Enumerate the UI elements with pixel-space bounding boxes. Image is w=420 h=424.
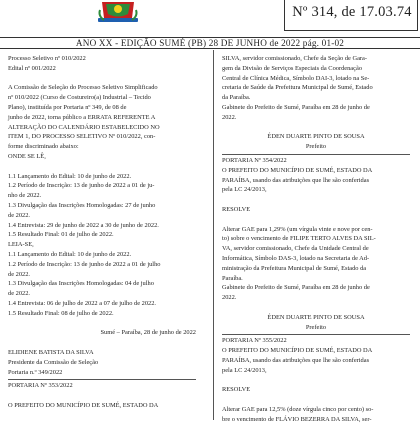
text-line: Gabinete do Prefeito de Sumé, Paraíba em 28 de junho de (222, 103, 370, 111)
text-line: ALTERAÇÃO DO CALENDÁRIO ESTABELECIDO NO (8, 123, 160, 131)
text-line: nho de 2022. (8, 192, 42, 200)
text-line: Prefeito (305, 323, 327, 331)
text-line: Plano), instituída por Portaria nº 349, de 08 de (8, 103, 127, 111)
text-line: PARAÍBA, usando das atribuições que lhe são conferidas (222, 176, 370, 184)
text-line: Alterar GAE para 1,29% (um vírgula vinte e nove por cen- (222, 225, 373, 233)
law-number-box (284, 0, 418, 31)
text-line: 2022. (222, 113, 237, 121)
text-line: pela LC 24/2013, (222, 186, 267, 194)
text-line: Processo Seletivo nº 010/2022 (8, 55, 86, 62)
text-line: SILVA, servidor comissionado, Chefe da Seção de Gara- (222, 55, 367, 62)
section-divider (222, 154, 410, 155)
text-line: 1.4 Entrevista: 29 de junho de 2022 a 30 de junho de 2022. (8, 221, 159, 229)
text-line: Portaria n.º 349/2022 (8, 368, 63, 376)
text-line: LEIA-SE, (8, 241, 34, 249)
text-line: RESOLVE (222, 205, 251, 213)
law-number: Nº 314, de 17.03.74 (292, 4, 412, 20)
section-divider (222, 334, 410, 335)
text-line: ÉDEN DUARTE PINTO DE SOUSA (267, 313, 365, 321)
text-line: cretaria de Saúde da Prefeitura Municipal de Sumé, Estado (222, 84, 373, 92)
text-line: Alterar GAE para 12,5% (doze vírgula cinco por cento) so- (222, 405, 374, 413)
text-line: 1.2 Período de Inscrição: 13 de junho de 2022 a 01 de ju- (8, 182, 155, 190)
right-column (222, 54, 410, 424)
text-line: 1.1 Lançamento do Edital: 10 de junho de 2022. (8, 250, 132, 258)
text-line: Central de Clínica Médica, Símbolo DAI-3, lotado na Se- (222, 74, 370, 82)
text-line: ELIDIENE BATISTA DA SILVA (8, 348, 94, 356)
text-line (222, 123, 410, 133)
text-line (8, 338, 196, 348)
text-line: 2022. (222, 294, 237, 302)
text-line: junho de 2022, torna público a ERRATA REFERENTE A (8, 113, 156, 121)
text-line (222, 303, 410, 313)
text-line: A Comissão de Seleção do Processo Seletivo Simplificado (8, 84, 158, 92)
text-line: O PREFEITO DO MUNICÍPIO DE SUMÉ, ESTADO DA (222, 166, 373, 174)
text-line: PORTARIA Nº 353/2022 (8, 382, 73, 390)
text-line: PORTARIA Nº 355/2022 (222, 337, 287, 345)
text-line: nº 010/2022 (Curso de Costureiro(a) Industrial – Tecido (8, 94, 151, 102)
text-line: 1.1 Lançamento do Edital: 10 de junho de 2022. (8, 172, 132, 180)
section-divider (8, 379, 196, 380)
text-line: 1.4 Entrevista: 06 de julho de 2022 a 07 de julho de 2022. (8, 299, 157, 307)
text-line: de 2022. (8, 211, 31, 219)
text-line: Paraíba. (222, 274, 243, 282)
text-line: Gabinete do Prefeito de Sumé, Paraíba em 28 de junho de (222, 284, 370, 292)
text-line: pela LC 24/2013, (222, 366, 267, 374)
text-line: ONDE SE LÊ, (8, 152, 46, 160)
text-line: Sumé – Paraíba, 28 de junho de 2022 (100, 329, 196, 337)
text-line: forme discriminado abaixo: (8, 143, 79, 151)
text-line (222, 195, 410, 205)
text-line: PORTARIA Nº 354/2022 (222, 156, 287, 164)
text-line: Presidente da Comissão de Seleção (8, 358, 99, 366)
text-line (222, 395, 410, 405)
text-line: Edital nº 001/2022 (8, 64, 56, 72)
text-line: ministração da Prefeitura Municipal de Sumé, Estado da (222, 264, 367, 272)
text-line: ITEM 1, DO PROCESSO SELETIVO Nº 010/2022, con- (8, 133, 156, 141)
text-line (8, 391, 196, 401)
text-line (222, 215, 410, 225)
municipal-coat-of-arms-logo (96, 0, 140, 24)
text-line: Informática, Símbolo DAS-3, lotado na Secretaria de Ad- (222, 254, 370, 262)
text-line: O PREFEITO DO MUNICÍPIO DE SUMÉ, ESTADO DA (222, 347, 373, 355)
text-line (8, 319, 196, 329)
text-line: O PREFEITO DO MUNICÍPIO DE SUMÉ, ESTADO DA (8, 401, 159, 409)
text-line (222, 376, 410, 386)
column-divider (213, 50, 214, 420)
text-line: bre o vencimento de FLÁVIO BEZERRA DA SILVA, ser- (222, 415, 372, 423)
left-column (8, 54, 196, 411)
text-line: 1.5 Resultado Final: 01 de julho de 2022. (8, 231, 114, 239)
text-line: ÉDEN DUARTE PINTO DE SOUSA (267, 133, 365, 141)
text-line: PARAÍBA, usando das atribuições que lhe são conferidas (222, 356, 370, 364)
text-line: gem da Divisão de Serviços Especiais da Coordenação (222, 64, 363, 72)
text-line: da Paraíba. (222, 94, 251, 102)
text-line: 1.3 Divulgação das Inscrições Homologadas: 27 de junho (8, 201, 156, 209)
text-line: Prefeito (305, 143, 327, 151)
text-line: VA, servidor comissionado, Chefe da Unidade Central de (222, 245, 369, 253)
text-line: 1.2 Período de Inscrição: 13 de junho de 2022 a 01 de julho (8, 260, 161, 268)
text-line: de 2022. (8, 270, 31, 278)
text-line: 1.3 Divulgação das Inscrições Homologadas: 04 de julho (8, 280, 154, 288)
text-line: RESOLVE (222, 386, 251, 394)
edition-line: ANO XX - EDIÇÃO SUMÉ (PB) 28 DE JUNHO de 2022 pág. 01-02 (0, 37, 420, 49)
text-line (8, 162, 196, 172)
text-line: de 2022. (8, 290, 31, 298)
text-line: 1.5 Resultado Final: 08 de julho de 2022. (8, 309, 114, 317)
text-line (8, 74, 196, 84)
text-line: to) sobre o vencimento de FILIPE TERTO ALVES DA SIL- (222, 235, 376, 243)
